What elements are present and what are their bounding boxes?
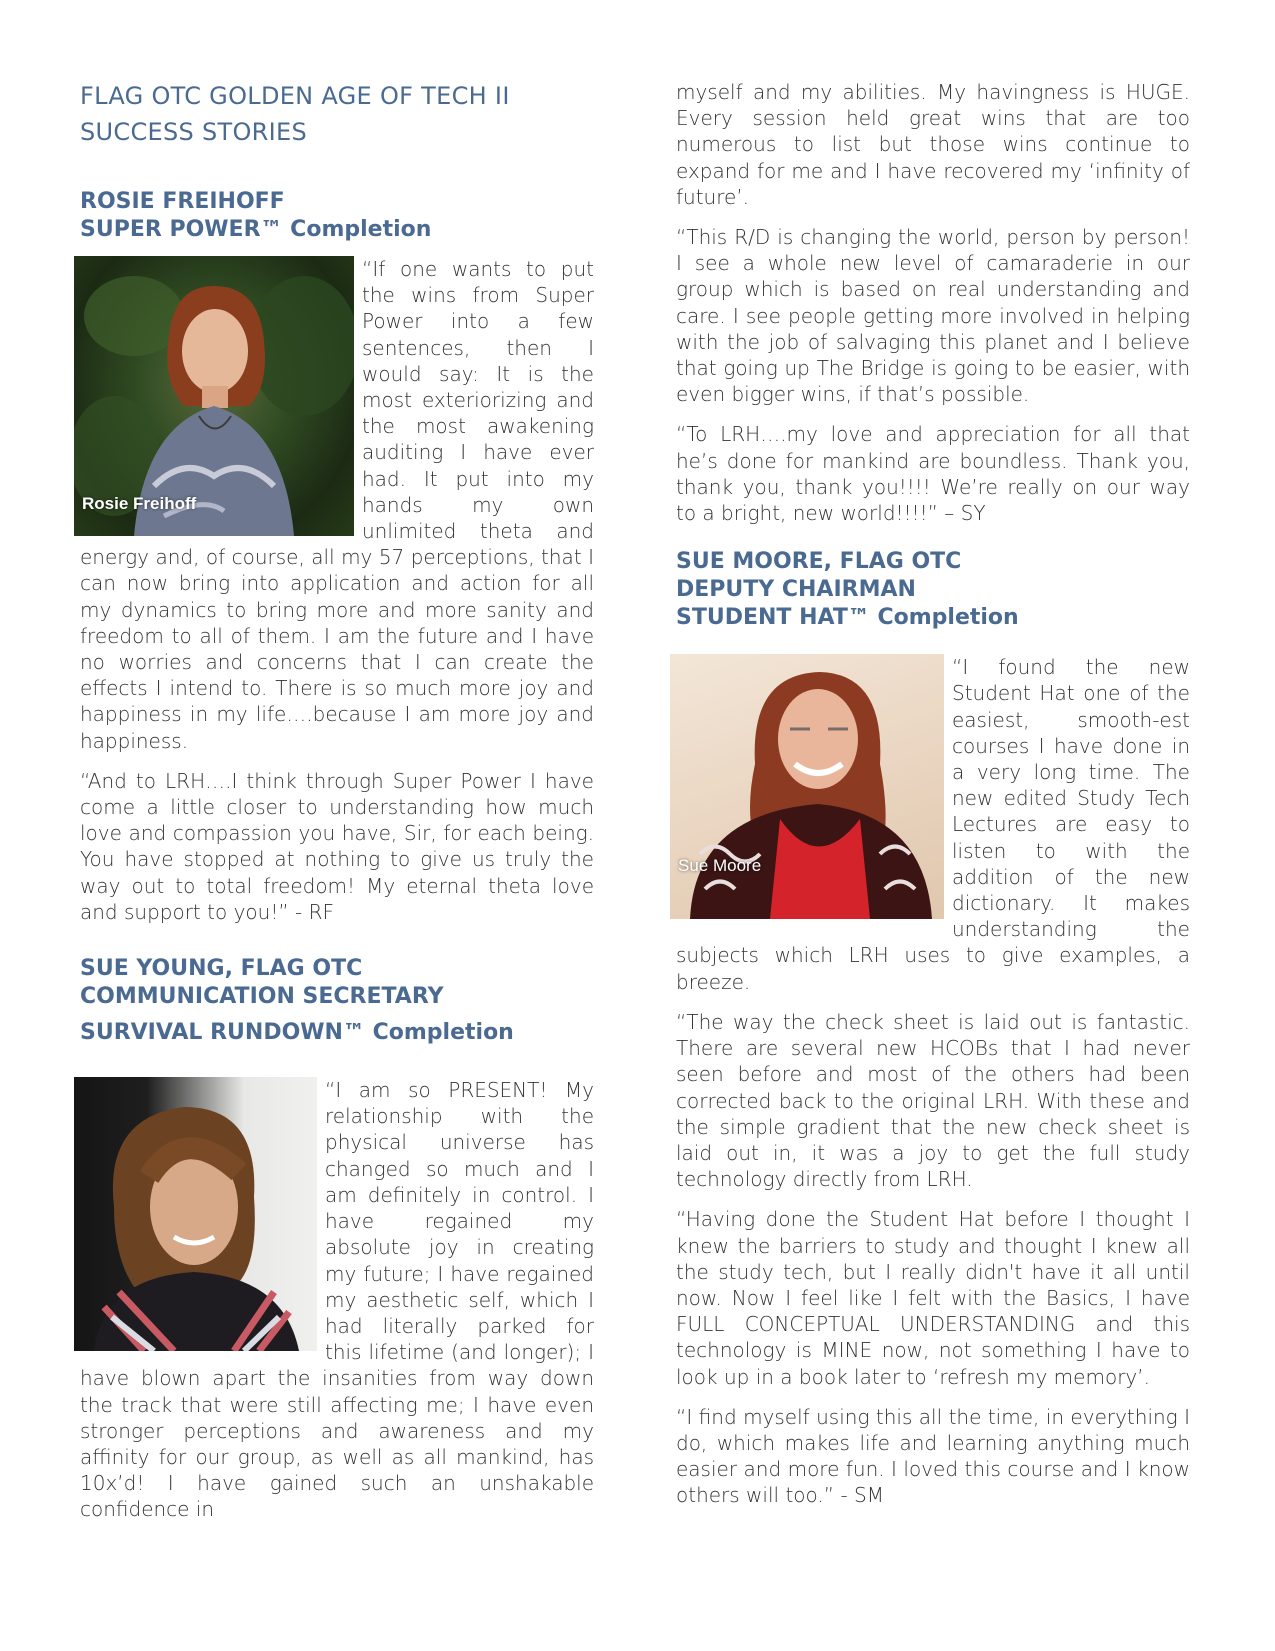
sue-young-paragraph-1-continued: myself and my abilities. My havingness is HUGE. Every session held great wins that are too numerous to list but those wins continue to expand for me and I have recovered my ‘infinity of future’.	[676, 80, 1190, 209]
sue-moore-course: STUDENT HAT™ Completion	[676, 605, 1019, 631]
left-column	[80, 0, 594, 1523]
sue-young-paragraph-1: “I am so PRESENT! My relationship with the physical universe has changed so much and I am definitely in control. I have regained my absolute joy in creating my future; I have regained my aesthetic self, which I had literally parked for this lifetime (and longer); I have blown apart the insanities from way down the track that were still affecting me; I have even stronger perceptions and awareness and my affinity for our group, as well as all mankind, has 10x’d! I have gained such an unshakable confidence in	[80, 1078, 594, 1522]
page-title-line2: SUCCESS STORIES	[80, 118, 308, 146]
sue-moore-photo	[670, 654, 944, 919]
sue-moore-position: DEPUTY CHAIRMAN	[676, 577, 916, 603]
sue-moore-paragraph-1: “I found the new Student Hat one of the easiest, smooth-est courses I have done in a very long time. The new edited Study Tech Lectures are easy to listen to with the addition of the new dictionary. It makes understanding the subjects which LRH uses to give examples, a breeze.	[676, 655, 1190, 994]
sue-moore-heading	[676, 548, 1190, 632]
sue-young-paragraph-3: “To LRH….my love and appreciation for all that he’s done for mankind are boundless. Thank you, thank you, thank you!!!! We’re really on our way to a bright, new world!!!!” – SY	[676, 422, 1190, 526]
sue-moore-paragraph-3: “Having done the Student Hat before I thought I knew the barriers to study and thought I knew all the study tech, but I really didn't have it all until now. Now I feel like I felt with the Basics, I have FULL CONCEPTUAL UNDERSTANDING and this technology is MINE now, not something I have to look up in a book later to ‘refresh my memory’.	[676, 1207, 1190, 1389]
page-title-line1: FLAG OTC GOLDEN AGE OF TECH II	[80, 82, 510, 110]
sue-young-portrait	[74, 1077, 317, 1351]
rosie-photo-caption: Rosie Freihoff	[82, 494, 197, 513]
sue-young-name: SUE YOUNG, FLAG OTC	[80, 956, 363, 982]
sue-young-photo	[74, 1077, 317, 1351]
rosie-paragraph-2: “And to LRH….I think through Super Power I have come a little closer to understanding how much love and compassion you have, Sir, for each being. You have stopped at nothing to give us truly the way out to total freedom! My eternal theta love and support to you!” - RF	[80, 768, 594, 924]
sue-young-heading	[80, 955, 594, 1047]
sue-moore-paragraph-2: “The way the check sheet is laid out is fantastic. There are several new HCOBs that I had never seen before and most of the others had been corrected back to the original LRH. With these and the simple gradient that the new check sheet is laid out in, it was a joy to get the full study technology directly from LRH.	[676, 1009, 1190, 1192]
rosie-paragraph-1: “If one wants to put the wins from Super Power into a few sentences, then I would say: It is the most exteriorizing and the most awakening auditing I have ever had. It put into my hands my own unlimited theta and energy and, of course, all my 57 perceptions, that I can now bring into application and action for all my dynamics to bring more and more sanity and freedom to all of them. I am the future and I have no worries and concerns that I can create the effects I intend to. There is so much more joy and happiness in my life….because I am more joy and happiness.	[80, 257, 594, 753]
sue-moore-name: SUE MOORE, FLAG OTC	[676, 549, 962, 575]
rosie-heading	[80, 188, 594, 244]
sue-young-paragraph-2: “This R/D is changing the world, person by person! I see a whole new level of camaraderie in our group which is based on real understanding and care. I see people getting more involved in helping with the job of salvaging this planet and I believe that going up The Bridge is going to be easier, with even bigger wins, if that’s possible.	[676, 225, 1190, 407]
sue-moore-photo-caption: Sue Moore	[678, 856, 762, 876]
rosie-photo	[74, 256, 354, 536]
sue-young-course: SURVIVAL RUNDOWN™ Completion	[80, 1020, 514, 1046]
sue-young-position: COMMUNICATION SECRETARY	[80, 984, 444, 1010]
sue-moore-portrait	[670, 654, 944, 919]
page-title	[80, 78, 594, 150]
right-column	[676, 79, 1190, 1523]
sue-moore-paragraph-4: “I find myself using this all the time, in everything I do, which makes life and learning anything much easier and more fun. I loved this course and I know others will too.” - SM	[676, 1404, 1190, 1508]
rosie-course: SUPER POWER™ Completion	[80, 217, 432, 242]
rosie-name: ROSIE FREIHOFF	[80, 189, 285, 214]
